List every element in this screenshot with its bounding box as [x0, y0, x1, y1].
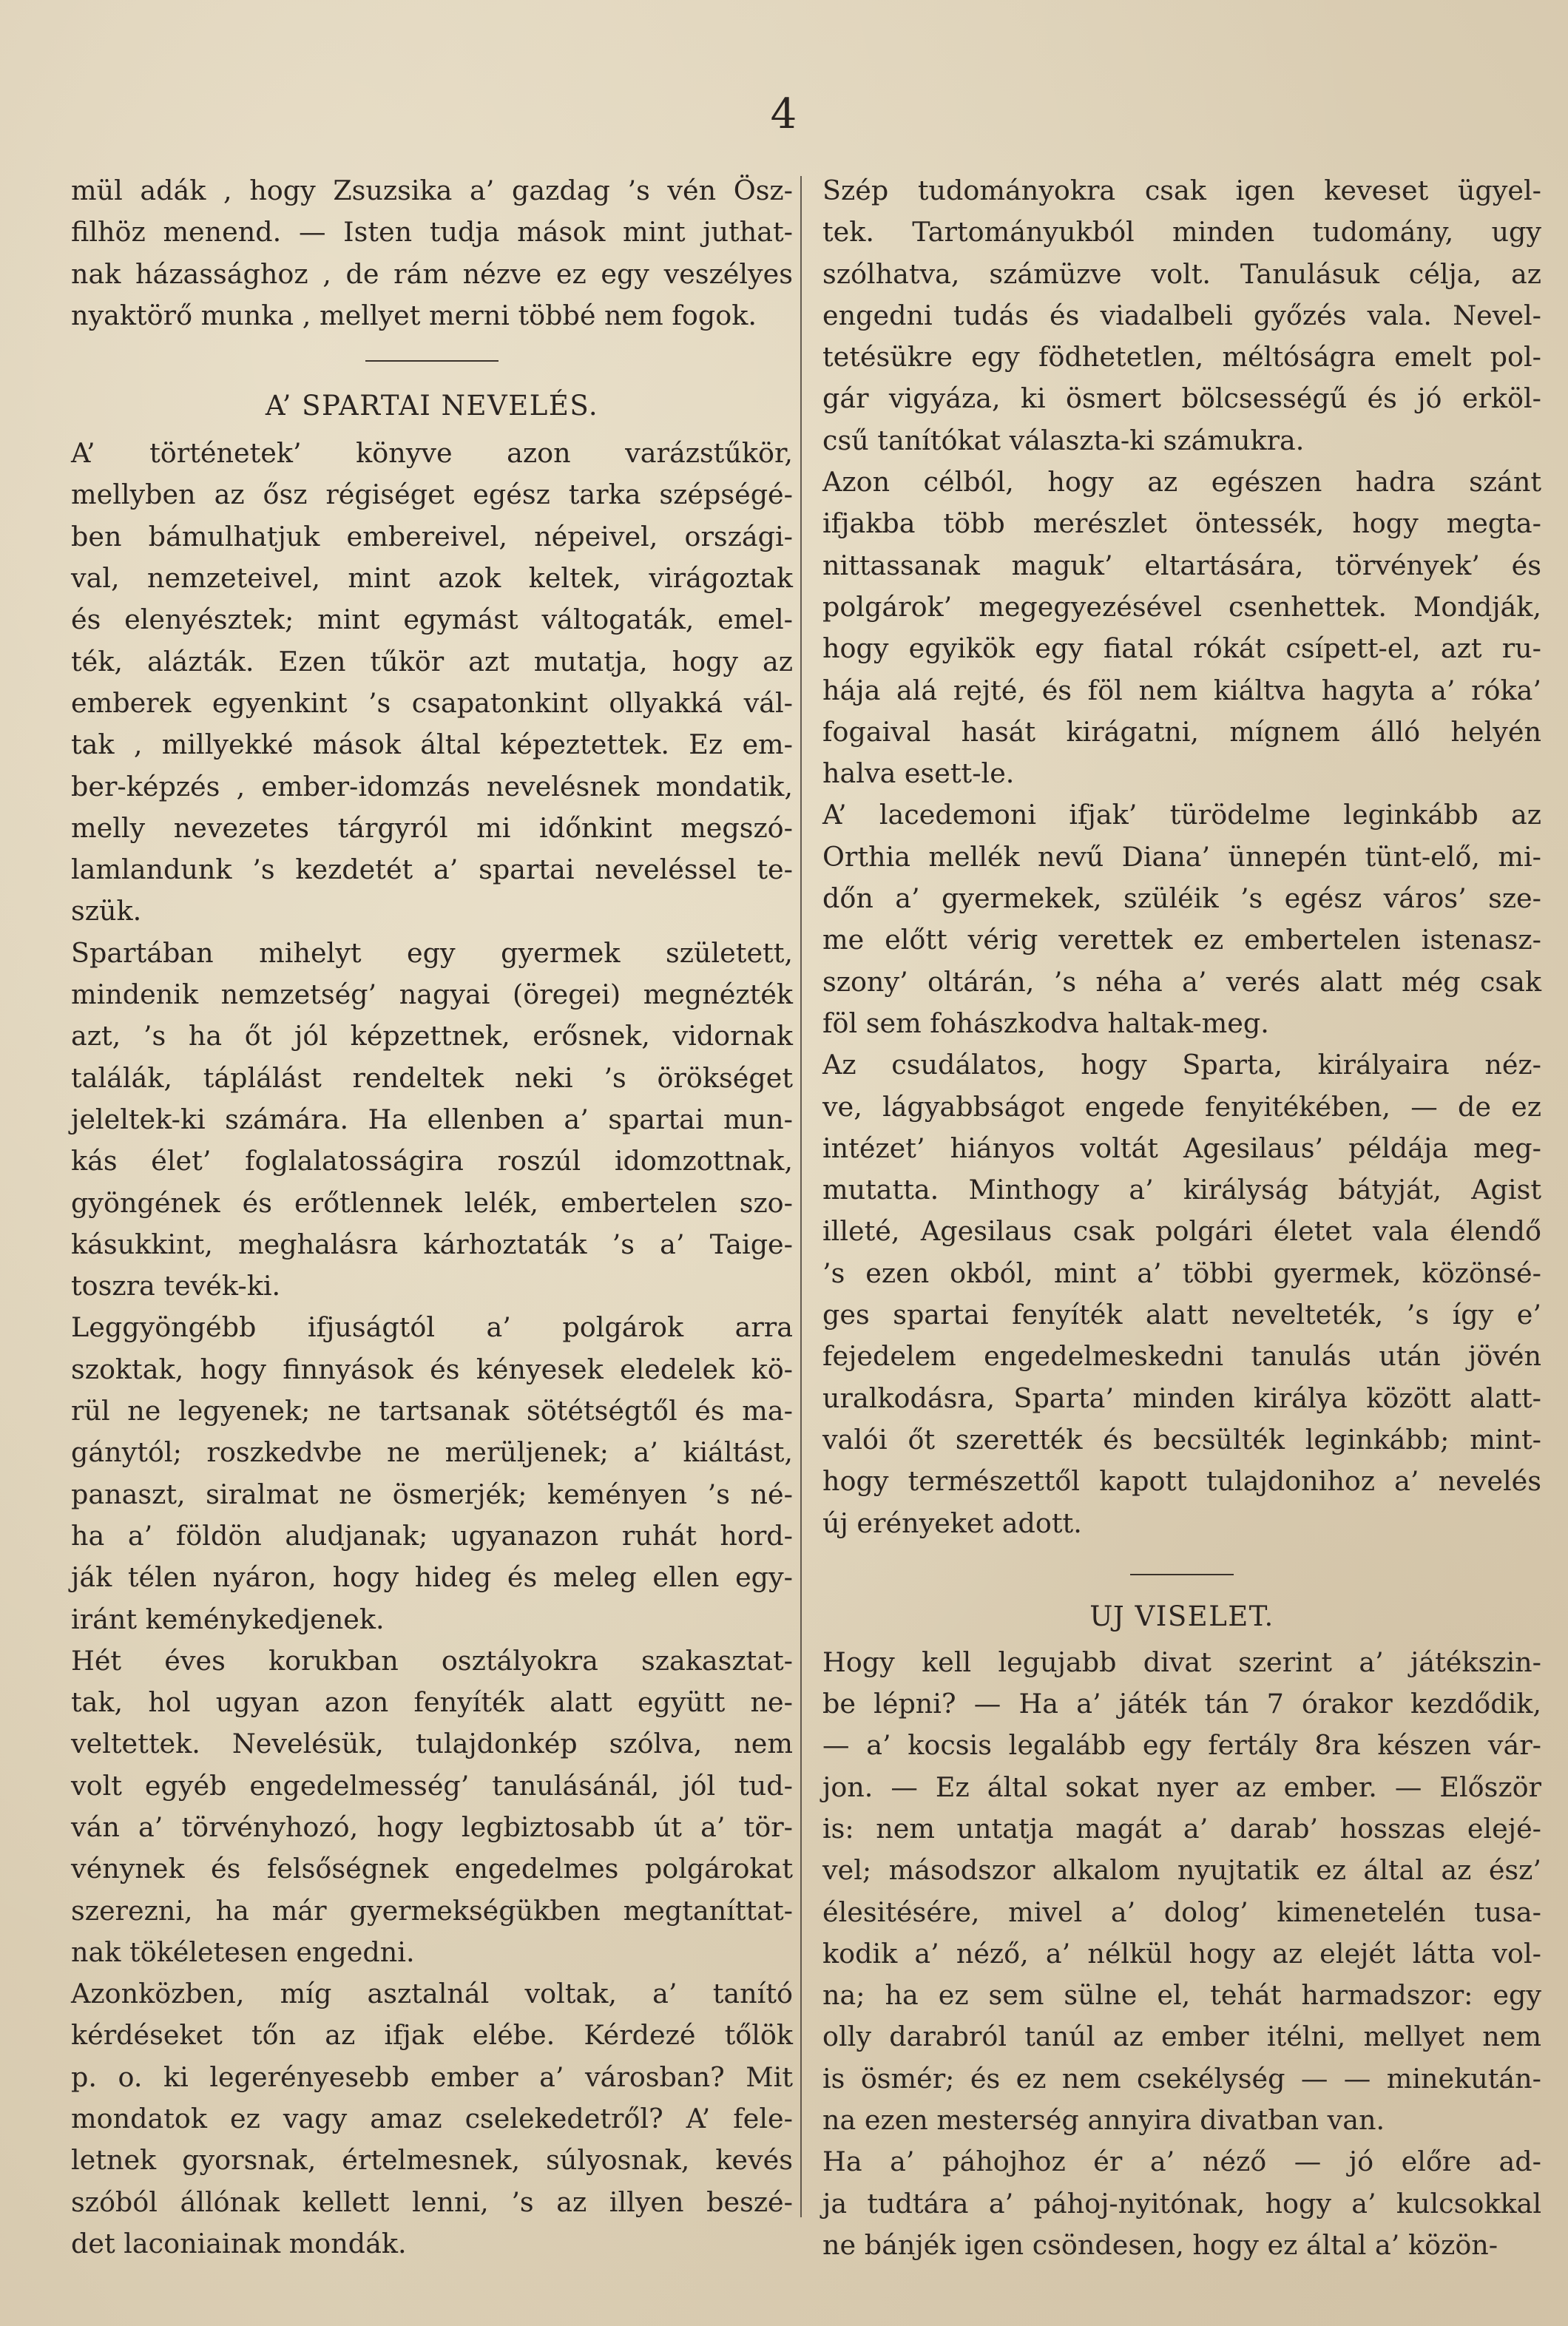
text-line: filhöz menend. — Isten tudja mások mint juthat-: [71, 216, 793, 249]
text-line: jeleltek-ki számára. Ha ellenben a’ spartai mun-: [71, 1103, 793, 1135]
text-line: kérdéseket tőn az ifjak elébe. Kérdezé tőlök: [71, 2019, 793, 2052]
text-line: Spartában mihelyt egy gyermek született,: [71, 936, 793, 969]
text-line: val, nemzeteivel, mint azok keltek, virágoztak: [71, 562, 793, 595]
text-line: és elenyésztek; mint egymást váltogaták, emel-: [71, 604, 793, 636]
text-line: is: nem untatja magát a’ darab’ hosszas elejé-: [822, 1812, 1541, 1845]
text-line: kásukkint, meghalásra kárhoztaták ’s a’ Taige-: [71, 1228, 793, 1260]
text-line: hája alá rejté, és föl nem kiáltva hagyta a’ róka’: [822, 674, 1541, 706]
text-line: Azon célból, hogy az egészen hadra szánt: [822, 466, 1541, 498]
text-line: ben bámulhatjuk embereivel, népeivel, országi-: [71, 520, 793, 552]
text-line: ván a’ törvényhozó, hogy legbiztosabb út a’ tör-: [71, 1811, 793, 1843]
intro-paragraph: [71, 170, 793, 337]
text-line: szerezni, ha már gyermekségükben megtaníttat-: [71, 1894, 793, 1927]
left-column: [71, 170, 793, 2265]
text-line: is ösmér; és ez nem csekélység — — minekután-: [822, 2062, 1541, 2095]
text-line: szólhatva, számüzve volt. Tanulásuk célja, az: [822, 257, 1541, 290]
paragraph: [822, 462, 1541, 794]
text-line: ha a’ földön aludjanak; ugyanazon ruhát hord-: [71, 1519, 793, 1552]
text-line: nak házassághoz , de rám nézve ez egy veszélyes: [71, 257, 793, 290]
text-line: na; ha ez sem sülne el, tehát harmadszor: egy: [822, 1979, 1541, 2012]
text-line: A’ történetek’ könyve azon varázstűkör,: [71, 437, 793, 470]
article-body-continued: [822, 170, 1541, 1544]
text-line: szóból állónak kellett lenni, ’s az illyen beszé-: [71, 2185, 793, 2218]
text-line: Leggyöngébb ifjuságtól a’ polgárok arra: [71, 1311, 793, 1344]
text-line: melly nevezetes tárgyról mi időnkint megszó-: [71, 811, 793, 844]
text-line: gyöngének és erőtlennek lelék, embertelen szo-: [71, 1186, 793, 1219]
text-line: vénynek és felsőségnek engedelmes polgárokat: [71, 1853, 793, 1885]
text-line: hogy természettől kapott tulajdonihoz a’ nevelés: [822, 1465, 1541, 1498]
text-line: ték, alázták. Ezen tűkör azt mutatja, hogy az: [71, 645, 793, 677]
paragraph: [71, 933, 793, 1308]
text-line: ják télen nyáron, hogy hideg és meleg ellen egy-: [71, 1561, 793, 1594]
text-line: gár vigyáza, ki ösmert bölcsességű és jó erköl-: [822, 382, 1541, 415]
text-line: Az csudálatos, hogy Sparta, királyaira néz-: [822, 1049, 1541, 1081]
text-line: ges spartai fenyíték alatt nevelteték, ’s így e’: [822, 1299, 1541, 1331]
text-line: uralkodásra, Sparta’ minden királya között alatt-: [822, 1382, 1541, 1414]
text-line: illeté, Agesilaus csak polgári életet vala élendő: [822, 1215, 1541, 1248]
text-line: letnek gyorsnak, értelmesnek, súlyosnak, kevés: [71, 2144, 793, 2177]
text-line: ber-képzés , ember-idomzás nevelésnek mondatik,: [71, 770, 793, 802]
text-line: ve, lágyabbságot engede fenyitékében, — de ez: [822, 1090, 1541, 1123]
text-line: ’s ezen okból, mint a’ többi gyermek, közönsé-: [822, 1257, 1541, 1289]
paragraph: [822, 2141, 1541, 2266]
text-line: — a’ kocsis legalább egy fertály 8ra készen vár-: [822, 1729, 1541, 1762]
article-body-uj-viselet: [822, 1642, 1541, 2266]
text-line: A’ lacedemoni ifjak’ türödelme leginkább az: [822, 799, 1541, 831]
section-rule: [365, 360, 499, 362]
text-line: találák, táplálást rendeltek neki ’s örökséget: [71, 1061, 793, 1094]
article-title-spartai-neveles: A’ SPARTAI NEVELÉS.: [265, 390, 599, 422]
text-line: engedni tudás és viadalbeli győzés vala. Nevel-: [822, 299, 1541, 331]
text-line: Szép tudományokra csak igen keveset ügyel-: [822, 175, 1541, 206]
paragraph: [822, 1044, 1541, 1544]
text-line: tak , millyekké mások által képeztettek. Ez em-: [71, 728, 793, 761]
text-line: Hét éves korukban osztályokra szakasztat-: [71, 1644, 793, 1677]
paragraph: [822, 170, 1541, 462]
text-line: veltettek. Nevelésük, tulajdonkép szólva, nem: [71, 1728, 793, 1760]
text-line: mutatta. Minthogy a’ királyság bátyját, Agist: [822, 1174, 1541, 1206]
text-line: na ezen mesterség annyira divatban van.: [822, 2104, 1385, 2137]
paragraph: [71, 1307, 793, 1640]
text-line: szony’ oltárán, ’s néha a’ verés alatt még csak: [822, 965, 1541, 998]
text-line: be lépni? — Ha a’ játék tán 7 órakor kezdődik,: [822, 1688, 1541, 1720]
text-line: Ha a’ páhojhoz ér a’ néző — jó előre ad-: [822, 2146, 1541, 2178]
text-line: polgárok’ megegyezésével csenhettek. Mondják,: [822, 590, 1541, 623]
text-line: iránt keménykedjenek.: [71, 1603, 385, 1635]
text-line: csű tanítókat választa-ki számukra.: [822, 424, 1305, 456]
text-line: halva esett-le.: [822, 757, 1015, 790]
text-line: szük.: [71, 895, 142, 927]
text-line: dőn a’ gyermekek, szüléik ’s egész város’ sze-: [822, 882, 1541, 915]
text-line: nittassanak maguk’ eltartására, törvények’ és: [822, 549, 1541, 581]
text-line: nyaktörő munka , mellyet merni többé nem fogok.: [71, 299, 757, 331]
column-divider: [800, 176, 802, 2217]
text-line: tek. Tartományukból minden tudomány, ugy: [822, 216, 1541, 249]
text-line: hogy egyikök egy fiatal rókát csípett-el, azt ru-: [822, 632, 1541, 665]
page-number: 4: [770, 90, 798, 138]
text-line: volt egyéb engedelmesség’ tanulásánál, jól tud-: [71, 1769, 793, 1802]
text-line: tak, hol ugyan azon fenyíték alatt együtt ne-: [71, 1686, 793, 1719]
section-rule: [1130, 1574, 1234, 1575]
text-line: jon. — Ez által sokat nyer az ember. — Először: [822, 1771, 1541, 1803]
text-line: ifjakba több merészlet öntessék, hogy megta-: [822, 507, 1541, 540]
text-line: olly darabról tanúl az ember itélni, mellyet nem: [822, 2021, 1541, 2053]
text-line: intézet’ hiányos voltát Agesilaus’ példája meg-: [822, 1132, 1541, 1164]
text-line: valói őt szerették és becsülték leginkább; mint-: [822, 1423, 1541, 1456]
text-line: ne bánjék igen csöndesen, hogy ez által a’ közön-: [822, 2228, 1498, 2261]
paragraph: [822, 794, 1541, 1044]
text-line: fogaival hasát kirágatni, mígnem álló helyén: [822, 715, 1541, 748]
text-line: mondatok ez vagy amaz cselekedetről? A’ fele-: [71, 2103, 793, 2135]
text-line: kodik a’ néző, a’ nélkül hogy az elejét látta vol-: [822, 1937, 1541, 1970]
text-line: lamlandunk ’s kezdetét a’ spartai neveléssel te-: [71, 853, 793, 886]
text-line: det laconiainak mondák.: [71, 2227, 407, 2259]
text-line: kás élet’ foglalatosságira roszúl idomzottnak,: [71, 1145, 793, 1177]
text-line: nak tökéletesen engedni.: [71, 1935, 415, 1968]
text-line: vel; másodszor alkalom nyujtatik ez által az ész’: [822, 1854, 1541, 1887]
text-line: toszra tevék-ki.: [71, 1270, 281, 1302]
text-line: szoktak, hogy finnyások és kényesek eledelek kö-: [71, 1353, 793, 1385]
text-line: me előtt vérig verettek ez embertelen istenasz-: [822, 924, 1541, 956]
text-line: azt, ’s ha őt jól képzettnek, erősnek, vidornak: [71, 1020, 793, 1052]
text-line: emberek egyenkint ’s csapatonkint ollyakká vál-: [71, 686, 793, 719]
paragraph: [71, 1973, 793, 2265]
text-line: mül adák , hogy Zsuzsika a’ gazdag ’s vén Ösz-: [71, 175, 793, 206]
text-line: fejedelem engedelmeskedni tanulás után jövén: [822, 1340, 1541, 1373]
paragraph: [71, 433, 793, 933]
paragraph: [71, 1640, 793, 1973]
text-line: rül ne legyenek; ne tartsanak sötétségtől és ma-: [71, 1395, 793, 1427]
article-title-uj-viselet: UJ VISELET.: [1089, 1600, 1274, 1632]
text-line: gánytól; roszkedvbe ne merüljenek; a’ kiáltást,: [71, 1436, 793, 1469]
text-line: ja tudtára a’ páhoj-nyitónak, hogy a’ kulcsokkal: [822, 2187, 1541, 2219]
paragraph: [822, 1642, 1541, 2142]
text-line: élesitésére, mivel a’ dolog’ kimenetelén tusa-: [822, 1896, 1541, 1928]
text-line: új erényeket adott.: [822, 1507, 1082, 1539]
text-line: Orthia mellék nevű Diana’ ünnepén tünt-elő, mi-: [822, 840, 1541, 873]
text-line: mindenik nemzetség’ nagyai (öregei) megnézték: [71, 978, 793, 1011]
text-line: föl sem fohászkodva haltak-meg.: [822, 1007, 1269, 1039]
right-column: [822, 170, 1541, 2266]
text-line: panaszt, siralmat ne ösmerjék; keményen ’s né-: [71, 1478, 793, 1510]
text-line: Azonközben, míg asztalnál voltak, a’ tanító: [71, 1978, 793, 2010]
text-line: p. o. ki legerényesebb ember a’ városban? Mit: [71, 2060, 793, 2093]
text-line: mellyben az ősz régiséget egész tarka szépségé-: [71, 479, 793, 511]
text-line: tetésükre egy födhetetlen, méltóságra emelt pol-: [822, 341, 1541, 373]
text-line: Hogy kell legujabb divat szerint a’ játékszin-: [822, 1646, 1541, 1678]
article-body-spartai-neveles: [71, 433, 793, 2265]
